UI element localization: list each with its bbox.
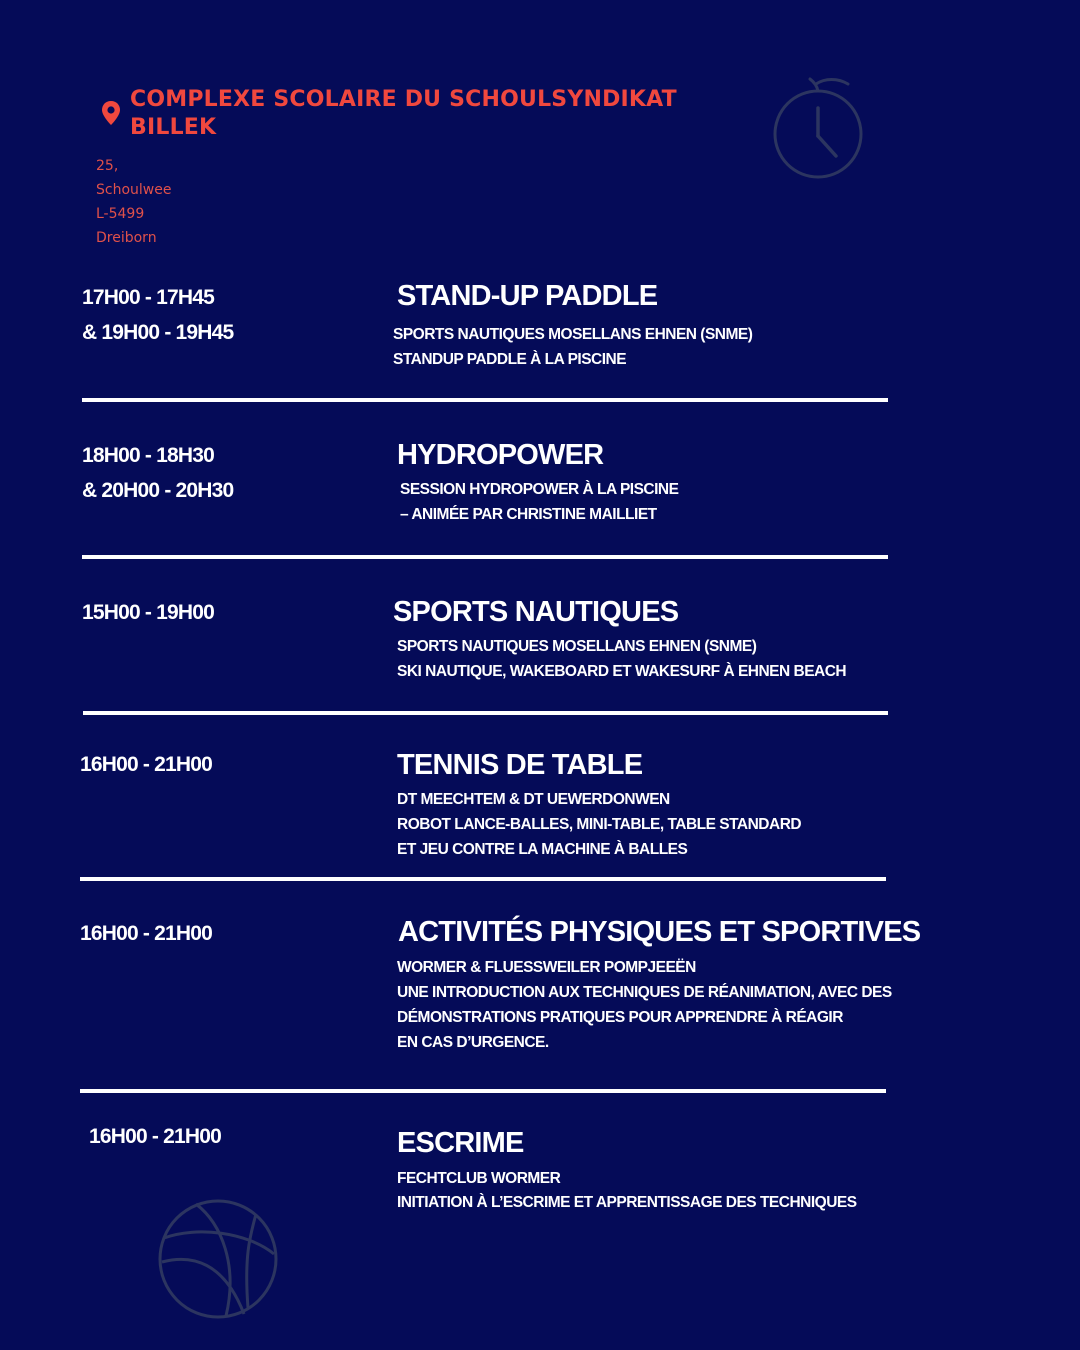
activity-description-line2: – ANIMÉE PAR CHRISTINE MAILLIET <box>400 506 657 523</box>
activity-title: STAND-UP PADDLE <box>397 280 658 312</box>
activity-organizer: SPORTS NAUTIQUES MOSELLANS EHNEN (SNME) <box>397 638 757 655</box>
venue-address <box>96 154 171 250</box>
section-divider <box>83 711 888 715</box>
activity-description-line3: EN CAS D’URGENCE. <box>397 1034 549 1051</box>
activity-organizer: WORMER & FLUESSWEILER POMPJEEËN <box>397 959 696 976</box>
activity-time-second: & 19H00 - 19H45 <box>82 321 234 344</box>
activity-description: SESSION HYDROPOWER À LA PISCINE <box>400 481 679 498</box>
stopwatch-icon <box>770 74 866 184</box>
activity-time: 16H00 - 21H00 <box>80 753 213 776</box>
activity-time: 18H00 - 18H30 <box>82 444 215 467</box>
venue-name: COMPLEXE SCOLAIRE DU SCHOULSYNDIKAT BILLEK <box>130 87 677 140</box>
activity-description-line2: DÉMONSTRATIONS PRATIQUES POUR APPRENDRE À RÉAGIR <box>397 1009 843 1026</box>
basketball-icon <box>152 1196 284 1322</box>
activity-time: 16H00 - 21H00 <box>80 922 213 945</box>
venue-postcode-city: L-5499 Dreiborn <box>96 206 157 246</box>
venue-street: 25, Schoulwee <box>96 158 172 198</box>
section-divider <box>82 398 888 402</box>
activity-title: TENNIS DE TABLE <box>397 749 643 781</box>
activity-description: SKI NAUTIQUE, WAKEBOARD ET WAKESURF À EHNEN BEACH <box>397 663 847 680</box>
activity-organizer: DT MEECHTEM & DT UEWERDONWEN <box>397 791 670 808</box>
activity-description: STANDUP PADDLE À LA PISCINE <box>393 351 627 368</box>
activity-time-second: & 20H00 - 20H30 <box>82 479 234 502</box>
activity-description: ROBOT LANCE-BALLES, MINI-TABLE, TABLE STANDARD <box>397 816 802 833</box>
activity-title: HYDROPOWER <box>397 439 604 471</box>
activity-description-line2: ET JEU CONTRE LA MACHINE À BALLES <box>397 841 688 858</box>
activity-title: ESCRIME <box>397 1127 524 1159</box>
location-pin-icon <box>100 100 122 126</box>
activity-organizer: SPORTS NAUTIQUES MOSELLANS EHNEN (SNME) <box>393 326 753 343</box>
activity-title: ACTIVITÉS PHYSIQUES ET SPORTIVES <box>398 916 921 948</box>
activity-time: 17H00 - 17H45 <box>82 286 215 309</box>
activity-time: 15H00 - 19H00 <box>82 601 215 624</box>
activity-title: SPORTS NAUTIQUES <box>393 596 679 628</box>
section-divider <box>82 555 888 559</box>
section-divider <box>80 877 886 881</box>
activity-organizer: FECHTCLUB WORMER <box>397 1170 561 1187</box>
activity-time: 16H00 - 21H00 <box>89 1125 222 1148</box>
activity-description: UNE INTRODUCTION AUX TECHNIQUES DE RÉANIMATION, AVEC DES <box>397 984 892 1001</box>
activity-description: INITIATION À L’ESCRIME ET APPRENTISSAGE DES TECHNIQUES <box>397 1194 857 1211</box>
section-divider <box>80 1089 886 1093</box>
